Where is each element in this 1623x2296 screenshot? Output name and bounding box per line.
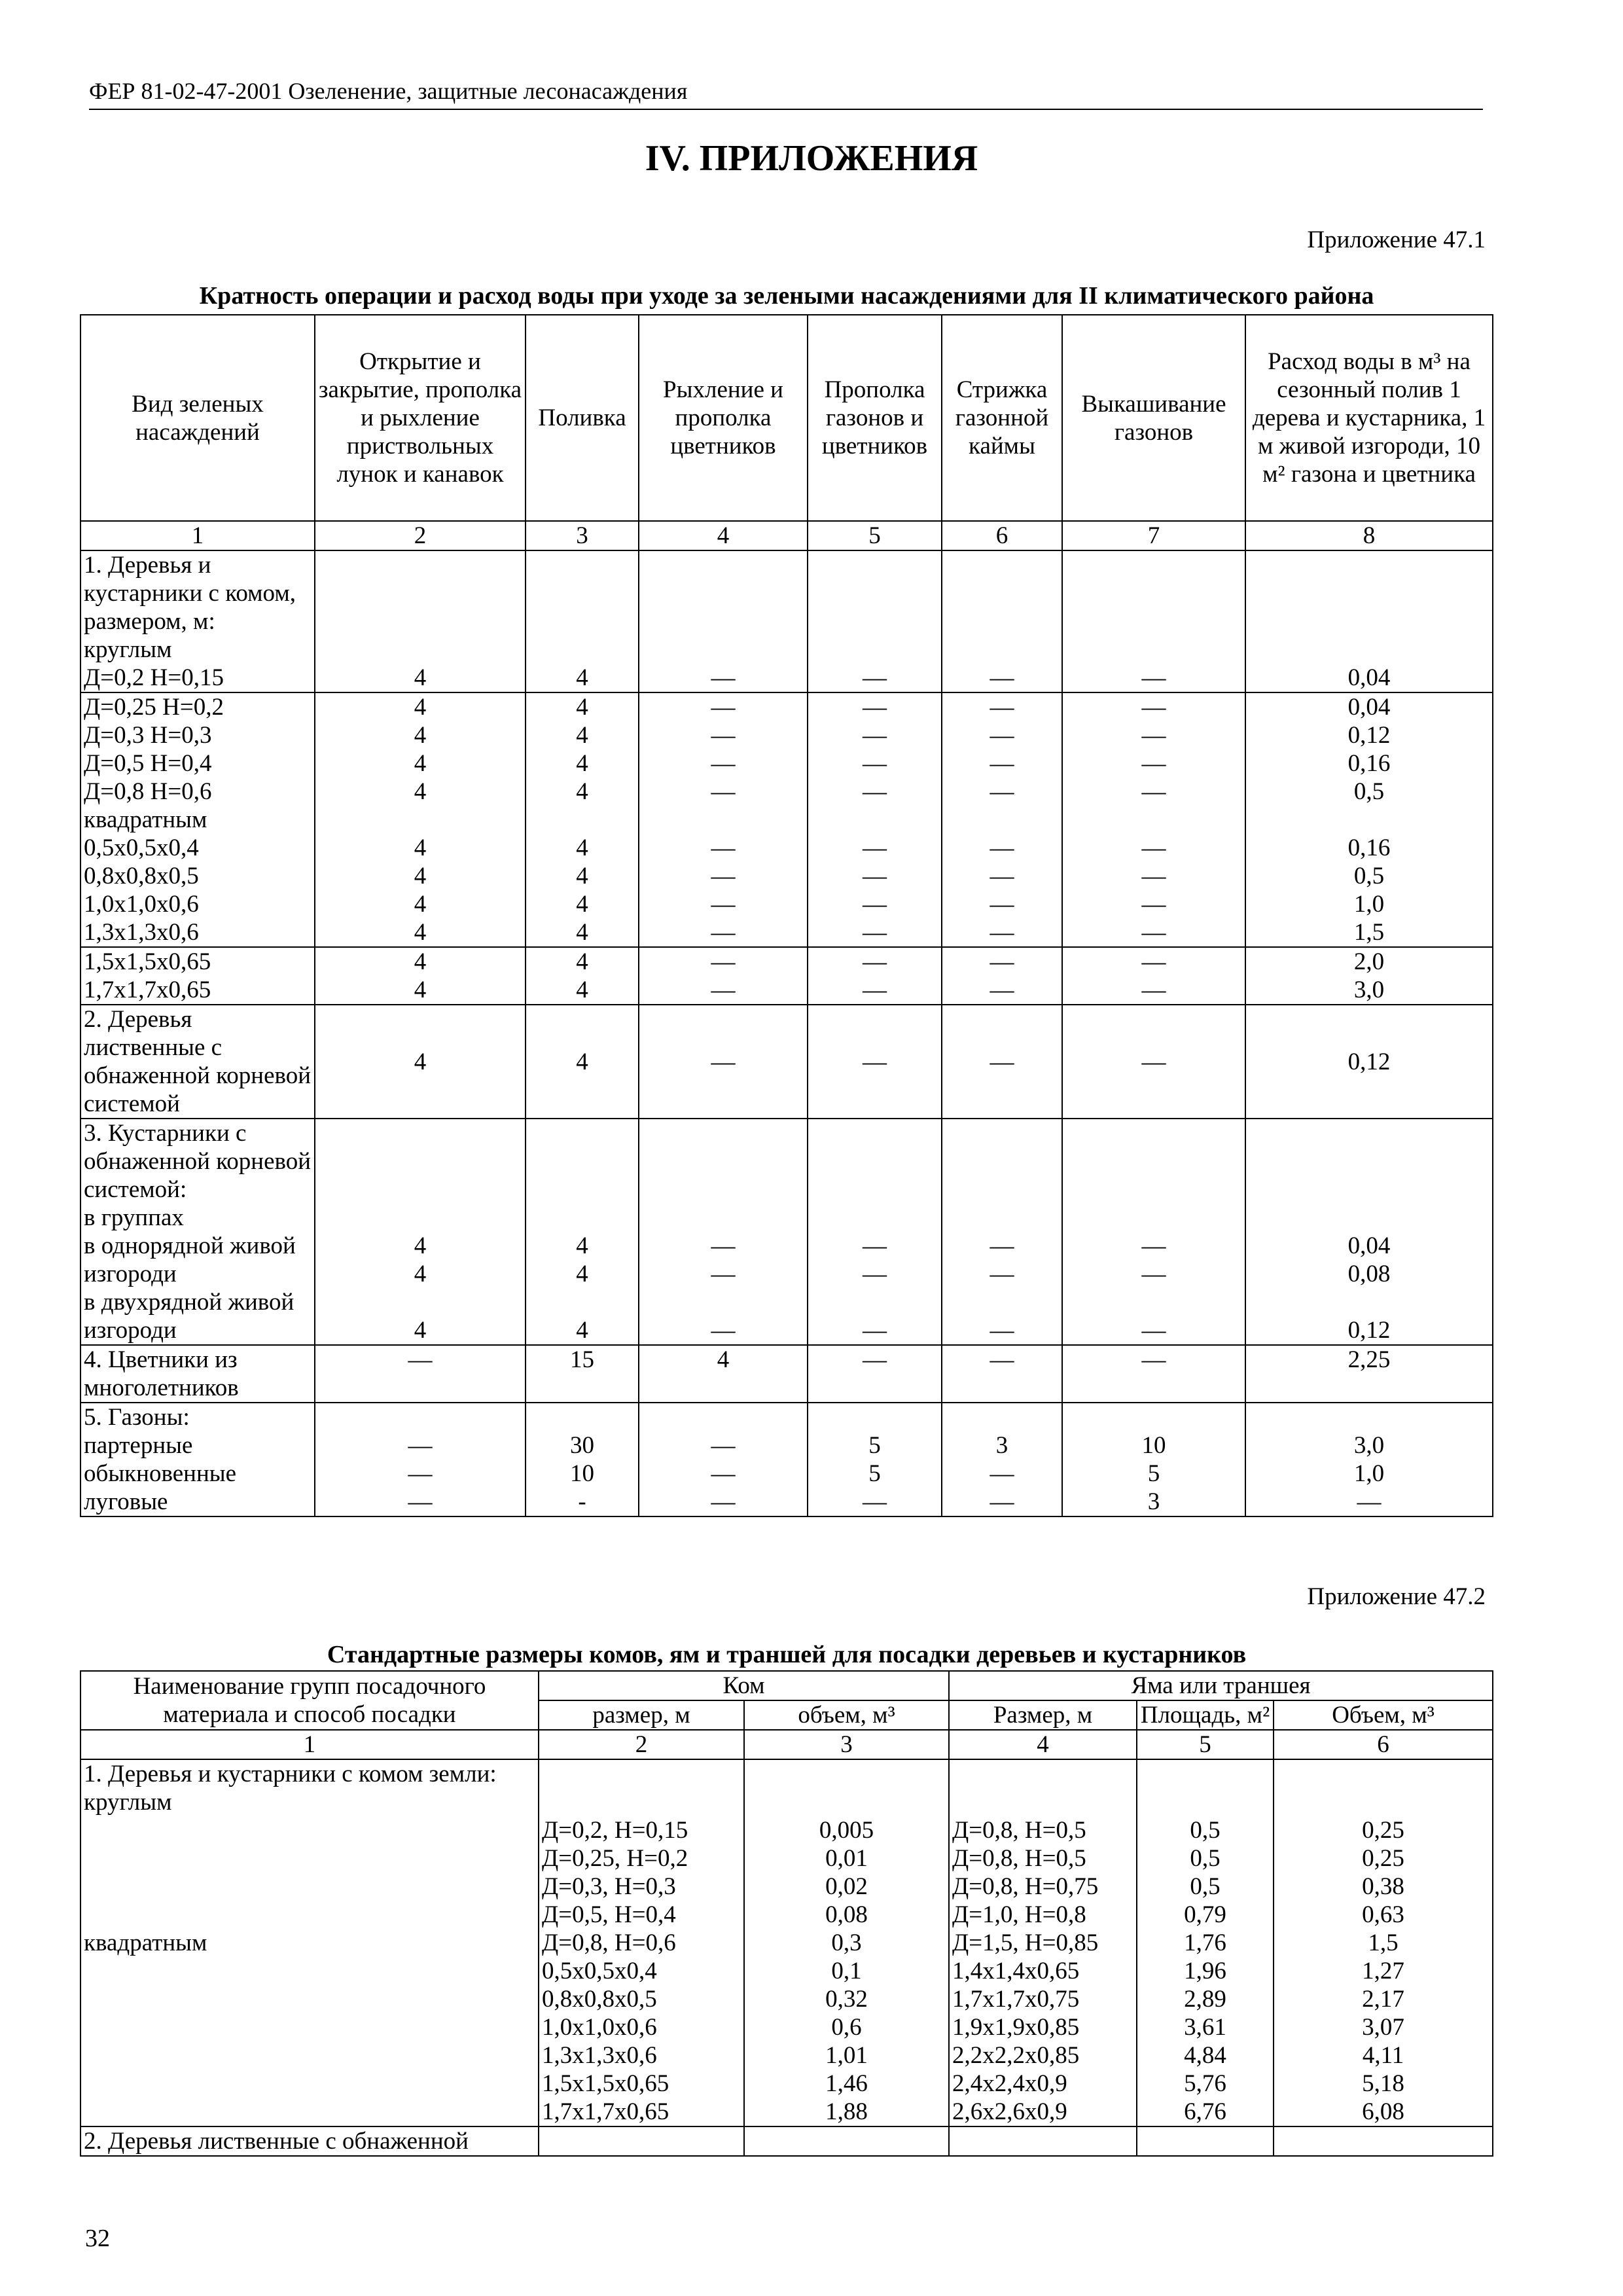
subheader-cell: Площадь, м² [1137,1700,1274,1730]
column-number: 2 [539,1730,744,1759]
column-number: 3 [744,1730,949,1759]
header-cell: Расход воды в м³ на сезонный полив 1 дерева и кустарника, 1 м живой изгороди, 10 м² газона и цветника [1245,315,1493,521]
table-cell: — — [808,947,942,1005]
table-row [80,1005,1493,1119]
table-cell: — — — — — — — — [942,692,1062,947]
table-cell: — [808,1005,942,1119]
table-cell [539,2126,744,2156]
table-standard-sizes [80,1670,1493,2157]
header-cell: Рыхление и прополка цветников [639,315,808,521]
header-cell: Прополка газонов и цветников [808,315,942,521]
appendix-label-47-1: Приложение 47.1 [1307,226,1486,253]
column-number: 8 [1245,521,1493,550]
column-number: 1 [80,1730,539,1759]
table-cell: 15 [526,1345,639,1403]
table-cell: — — — — — — — — [1062,692,1245,947]
page-number: 32 [85,2225,110,2252]
column-number: 6 [942,521,1062,550]
document-header: ФЕР 81-02-47-2001 Озеленение, защитные лесонасаждения [89,77,1483,110]
table-cell: — [1062,1005,1245,1119]
table-2-number-row [80,1730,1493,1759]
section-title: IV. ПРИЛОЖЕНИЯ [645,138,978,179]
table-cell: — [639,1005,808,1119]
table-cell: — [808,550,942,692]
appendix-label-47-2: Приложение 47.2 [1307,1583,1486,1610]
table-cell: — — [639,947,808,1005]
column-number: 5 [808,521,942,550]
table-cell: 4 [639,1345,808,1403]
table-row [80,947,1493,1005]
table-cell: 4 4 4 4 4 4 4 4 [526,692,639,947]
column-number: 5 [1137,1730,1274,1759]
table-row [80,550,1493,692]
table-row [80,2126,1493,2156]
subheader-cell: объем, м³ [744,1700,949,1730]
table-cell: 3,0 1,0 — [1245,1403,1493,1516]
column-number: 7 [1062,521,1245,550]
table-cell: 30 10 - [526,1403,639,1516]
table-cell: — — — [315,1403,526,1516]
table-2-title: Стандартные размеры комов, ям и траншей для посадки деревьев и кустарников [327,1641,1247,1668]
table-cell [1137,2126,1274,2156]
header-cell: Вид зеленых насаждений [80,315,315,521]
header-cell-pit: Яма или траншея [949,1671,1493,1700]
row-label: 2. Деревья лиственные с обнаженной [80,2126,539,2156]
row-label: 1. Деревья и кустарники с комом, размером, м: круглым Д=0,2 Н=0,15 [80,550,315,692]
table-cell: Д=0,2, Н=0,15 Д=0,25, Н=0,2 Д=0,3, Н=0,3 Д=0,5, Н=0,4 Д=0,8, Н=0,6 0,5x0,5x0,4 0,8x0,8x0,5 1,0x1,0x0,6 1,3x1,3x0,6 1,5x1,5x0,65 1,7x1,7x0,65 [539,1759,744,2126]
table-cell: — — — [639,1403,808,1516]
column-number: 4 [639,521,808,550]
table-cell: 0,25 0,25 0,38 0,63 1,5 1,27 2,17 3,07 4,11 5,18 6,08 [1274,1759,1493,2126]
row-label: Д=0,25 Н=0,2 Д=0,3 Н=0,3 Д=0,5 Н=0,4 Д=0,8 Н=0,6 квадратным 0,5x0,5x0,4 0,8x0,8x0,5 1,0x1,0x0,6 1,3x1,3x0,6 [80,692,315,947]
table-cell: — — — [639,1119,808,1345]
table-cell: 4 [315,550,526,692]
table-cell: 0,04 0,08 0,12 [1245,1119,1493,1345]
table-row [80,692,1493,947]
table-cell [1274,2126,1493,2156]
table-1-title: Кратность операции и расход воды при уходе за зелеными насаждениями для II климатического района [199,282,1374,310]
header-cell: Наименование групп посадочного материала и способ посадки [80,1671,539,1730]
column-number: 1 [80,521,315,550]
table-cell: — [1062,550,1245,692]
table-cell: — — [942,947,1062,1005]
table-cell: 0,12 [1245,1005,1493,1119]
table-cell: — [942,1345,1062,1403]
header-cell: Открытие и закрытие, прополка и рыхление приствольных лунок и канавок [315,315,526,521]
table-cell: 4 [526,1005,639,1119]
table-cell: 0,04 0,12 0,16 0,5 0,16 0,5 1,0 1,5 [1245,692,1493,947]
table-cell: 4 4 [315,947,526,1005]
table-cell: 4 4 4 [526,1119,639,1345]
row-label: 1,5x1,5x0,65 1,7x1,7x0,65 [80,947,315,1005]
table-cell: — [942,550,1062,692]
table-cell: — — — — — — — — [639,692,808,947]
table-cell: — — — — — — — — [808,692,942,947]
row-label: 2. Деревья лиственные с обнаженной корневой системой [80,1005,315,1119]
table-cell: — — [1062,947,1245,1005]
table-cell: — — — [1062,1119,1245,1345]
row-label: 4. Цветники из многолетников [80,1345,315,1403]
table-row [80,1759,1493,2126]
row-label: 3. Кустарники с обнаженной корневой системой: в группах в однорядной живой изгороди в двухрядной живой изгороди [80,1119,315,1345]
table-cell: 0,5 0,5 0,5 0,79 1,76 1,96 2,89 3,61 4,84 5,76 6,76 [1137,1759,1274,2126]
table-cell: 4 4 [526,947,639,1005]
column-number: 6 [1274,1730,1493,1759]
row-label: 5. Газоны: партерные обыкновенные луговые [80,1403,315,1516]
table-watering-care [80,314,1493,1517]
table-cell: 0,04 [1245,550,1493,692]
table-cell: — — — [942,1119,1062,1345]
header-cell: Поливка [526,315,639,521]
table-cell: 5 5 — [808,1403,942,1516]
table-cell: — [942,1005,1062,1119]
header-cell-kom: Ком [539,1671,949,1700]
table-1-number-row [80,521,1493,550]
table-2-header-row [80,1671,1493,1700]
table-cell [949,2126,1137,2156]
table-cell: 10 5 3 [1062,1403,1245,1516]
table-cell: 3 — — [942,1403,1062,1516]
table-cell: — [1062,1345,1245,1403]
table-cell: Д=0,8, Н=0,5 Д=0,8, Н=0,5 Д=0,8, Н=0,75 Д=1,0, Н=0,8 Д=1,5, Н=0,85 1,4x1,4x0,65 1,7x1,7x0,75 1,9x1,9x0,85 2,2x2,2x0,85 2,4x2,4x0,9 2,6x2,6x0,9 [949,1759,1137,2126]
row-label: 1. Деревья и кустарники с комом земли: круглым квадратным [80,1759,539,2126]
subheader-cell: Объем, м³ [1274,1700,1493,1730]
table-1-header-row [80,315,1493,521]
table-cell: 4 4 4 [315,1119,526,1345]
subheader-cell: Размер, м [949,1700,1137,1730]
table-row [80,1403,1493,1516]
table-cell: — [315,1345,526,1403]
table-cell: — — — [808,1119,942,1345]
table-cell: 2,0 3,0 [1245,947,1493,1005]
table-cell: 4 [315,1005,526,1119]
subheader-cell: размер, м [539,1700,744,1730]
table-row [80,1345,1493,1403]
header-cell: Стрижка газонной каймы [942,315,1062,521]
table-cell: — [808,1345,942,1403]
column-number: 2 [315,521,526,550]
table-row [80,1119,1493,1345]
table-cell: 0,005 0,01 0,02 0,08 0,3 0,1 0,32 0,6 1,01 1,46 1,88 [744,1759,949,2126]
header-cell: Выкашивание газонов [1062,315,1245,521]
column-number: 3 [526,521,639,550]
column-number: 4 [949,1730,1137,1759]
table-cell [744,2126,949,2156]
table-cell: — [639,550,808,692]
table-cell: 4 4 4 4 4 4 4 4 [315,692,526,947]
table-cell: 2,25 [1245,1345,1493,1403]
table-cell: 4 [526,550,639,692]
